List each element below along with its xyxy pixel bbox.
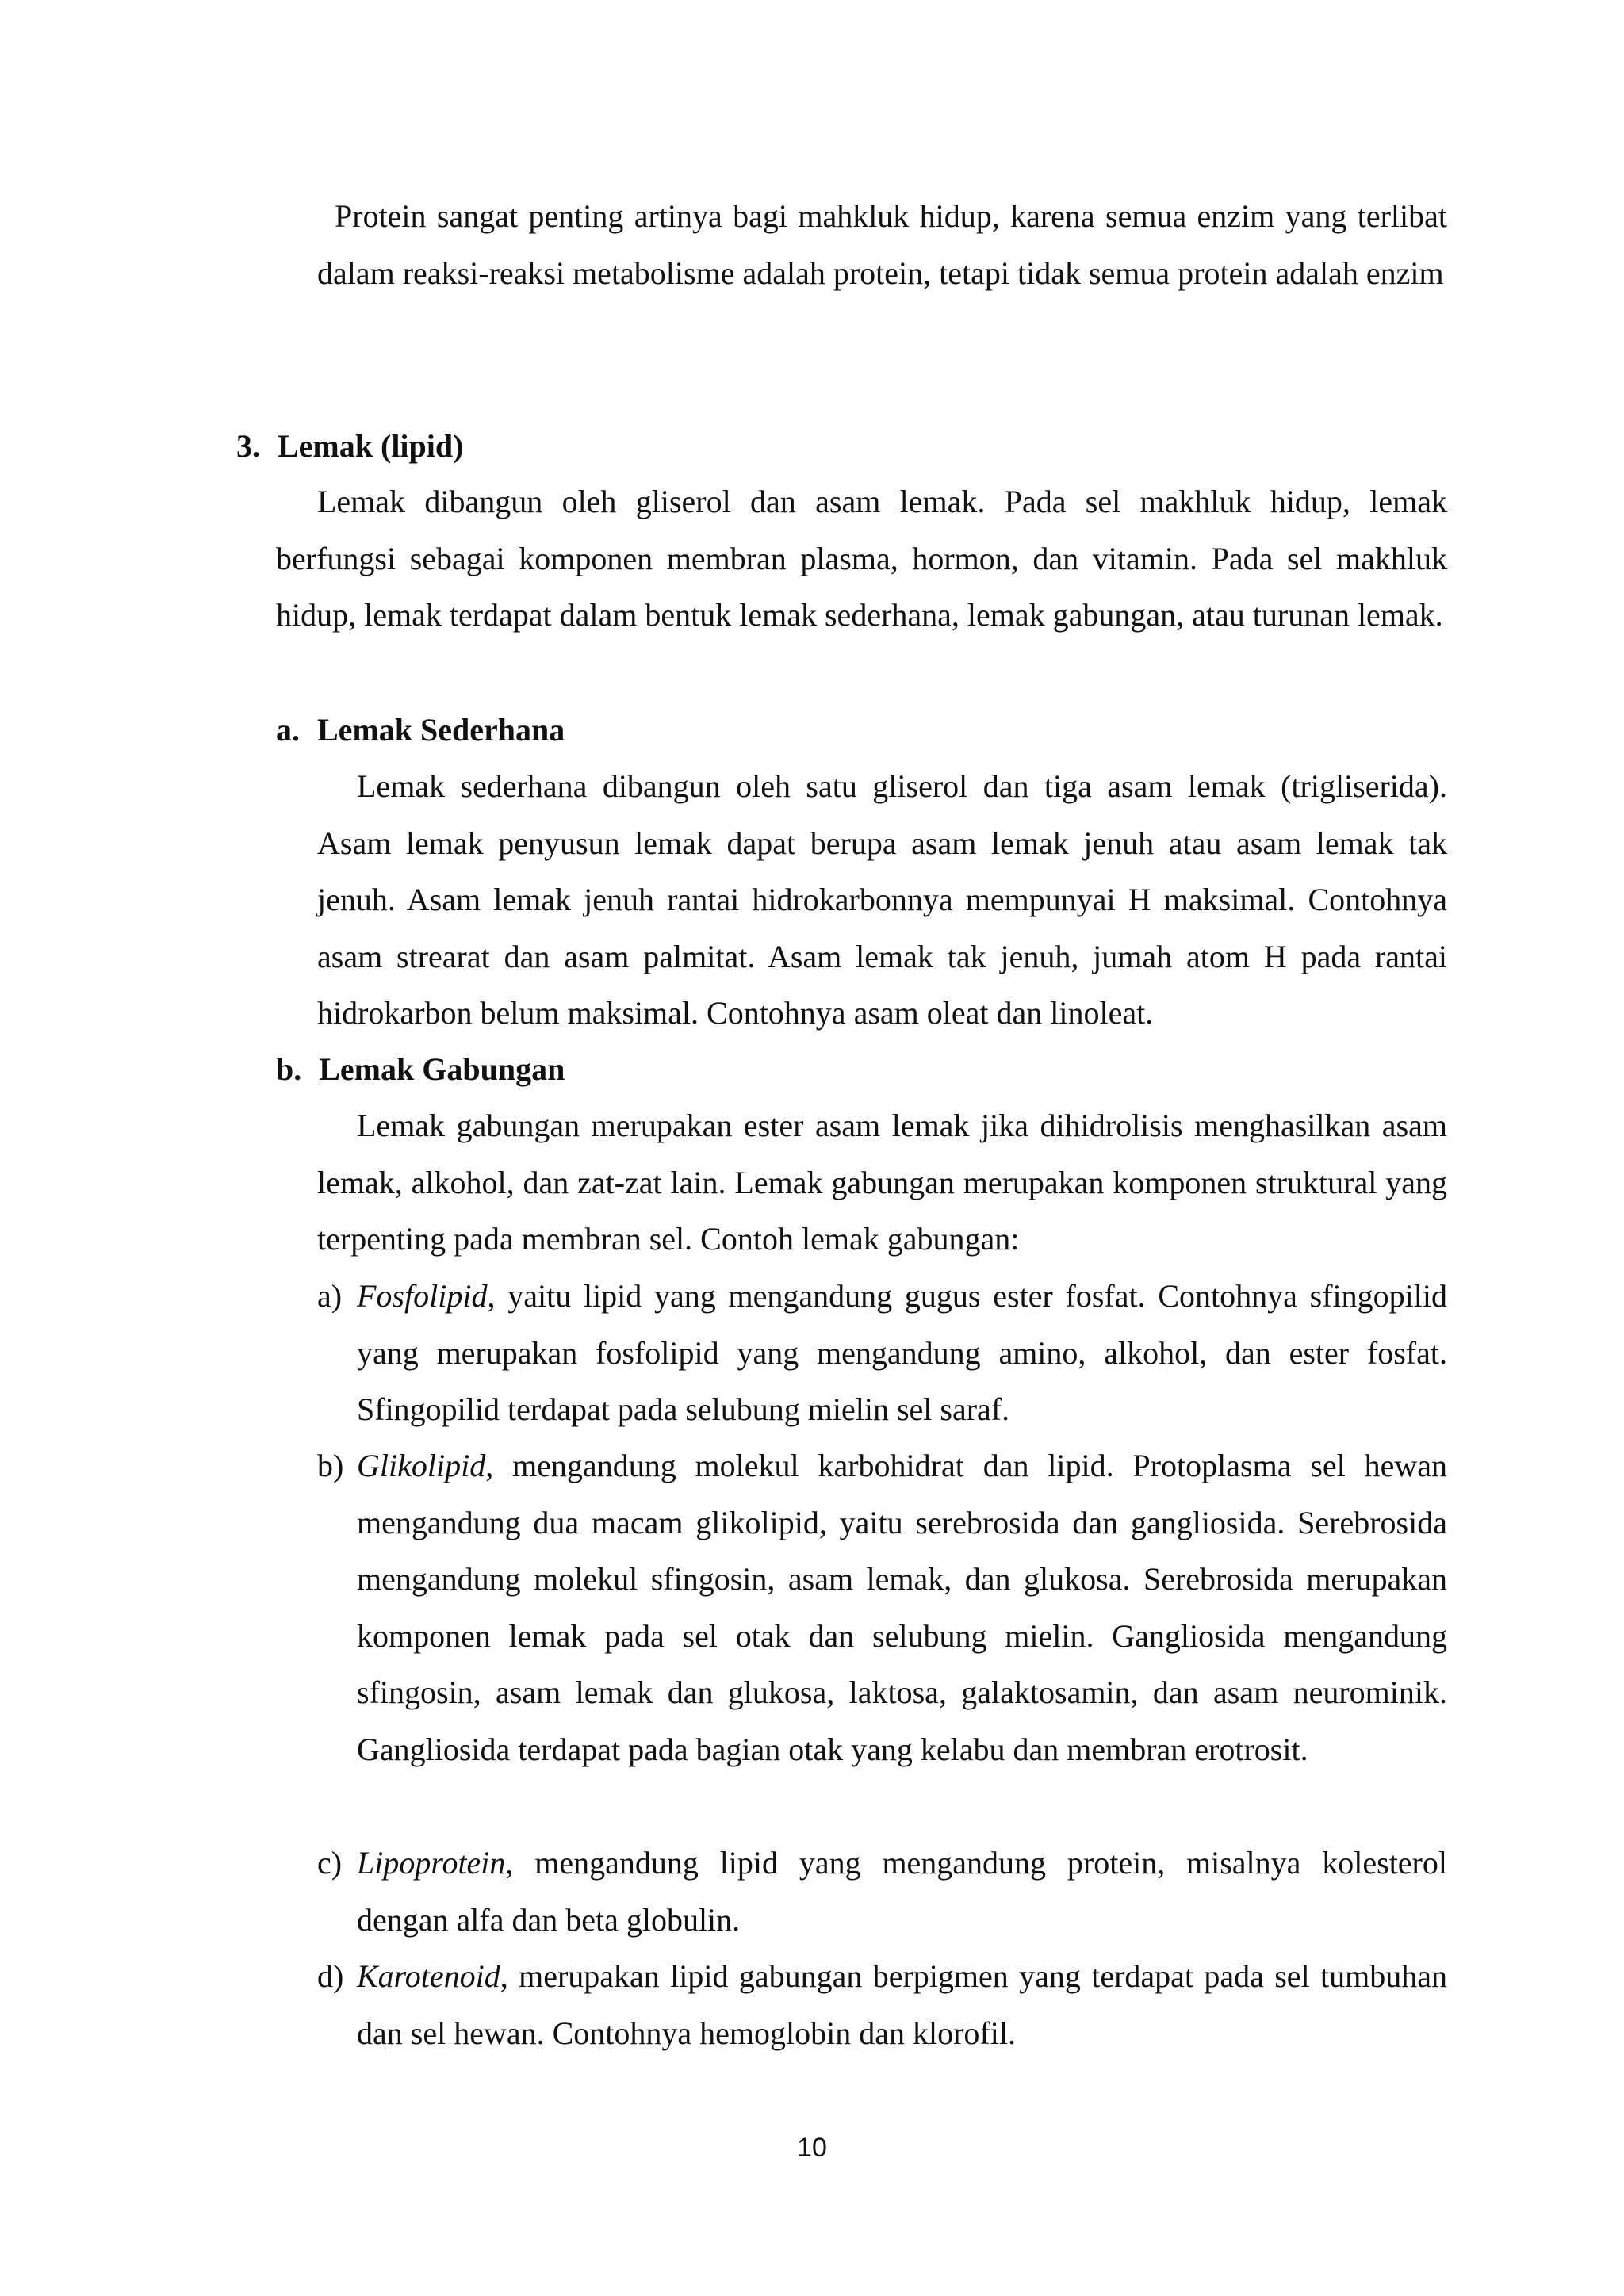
list-item-text: , yaitu lipid yang mengandung gugus ester fosfat. Contohnya sfingopilid yang merupakan fosfolipid yang mengandung amino, alkohol, dan ester fosfat. Sfingopilid terdapat pada selubung mielin sel saraf. [357, 1278, 1447, 1427]
list-item-fosfolipid [317, 1268, 1447, 1438]
list-item-term: Fosfolipid [357, 1278, 488, 1314]
list-item-marker: c) [317, 1845, 343, 1881]
list-item-term: Glikolipid [357, 1448, 486, 1483]
list-item-text: , merupakan lipid gabungan berpigmen yang terdapat pada sel tumbuhan dan sel hewan. Contohnya hemoglobin dan klorofil. [357, 1958, 1447, 2051]
subsection-b-marker: b. [276, 1051, 302, 1087]
list-item-glikolipid [317, 1437, 1447, 1777]
section-3-number: 3. [236, 428, 260, 464]
list-item-text: , mengandung lipid yang mengandung protein, misalnya kolesterol dengan alfa dan beta globulin. [357, 1845, 1447, 1938]
list-item-karotenoid [317, 1948, 1447, 2061]
subsection-a-heading [276, 702, 565, 759]
section-3-heading [236, 418, 463, 475]
list-item-term: Karotenoid [357, 1958, 500, 1994]
list-item-marker: d) [317, 1958, 344, 1994]
subsection-b-title: Lemak Gabungan [319, 1051, 565, 1087]
section-3-title: Lemak (lipid) [278, 428, 464, 464]
subsection-a-marker: a. [276, 712, 300, 748]
list-item-text: , mengandung molekul karbohidrat dan lipid. Protoplasma sel hewan mengandung dua macam glikolipid, yaitu serebrosida dan gangliosida. Serebrosida mengandung molekul sfingosin, asam lemak, dan glukosa. Serebrosida merupakan komponen lemak pada sel otak dan selubung mielin. Gangliosida mengandung sfingosin, asam lemak dan glukosa, laktosa, galaktosamin, dan asam neurominik. Gangliosida terdapat pada bagian otak yang kelabu dan membran erotrosit. [357, 1448, 1447, 1767]
list-item-term: Lipoprotein [357, 1845, 506, 1881]
page-number: 10 [797, 2133, 827, 2163]
intro-paragraph: Protein sangat penting artinya bagi mahkluk hidup, karena semua enzim yang terlibat dalam reaksi-reaksi metabolisme adalah protein, tetapi tidak semua protein adalah enzim [317, 198, 1447, 291]
subsection-a-title: Lemak Sederhana [317, 712, 565, 748]
list-item-marker: b) [317, 1448, 344, 1483]
section-3-paragraph: Lemak dibangun oleh gliserol dan asam lemak. Pada sel makhluk hidup, lemak berfungsi sebagai komponen membran plasma, hormon, dan vitamin. Pada sel makhluk hidup, lemak terdapat dalam bentuk lemak sederhana, lemak gabungan, atau turunan lemak. [276, 484, 1447, 633]
subsection-a-paragraph: Lemak sederhana dibangun oleh satu gliserol dan tiga asam lemak (trigliserida). Asam lemak penyusun lemak dapat berupa asam lemak jenuh atau asam lemak tak jenuh. Asam lemak jenuh rantai hidrokarbonnya mempunyai H maksimal. Contohnya asam strearat dan asam palmitat. Asam lemak tak jenuh, jumah atom H pada rantai hidrokarbon belum maksimal. Contohnya asam oleat dan linoleat. [317, 768, 1447, 1031]
list-item-lipoprotein [317, 1835, 1447, 1948]
list-item-marker: a) [317, 1278, 343, 1314]
subsection-b-heading [276, 1041, 565, 1098]
subsection-b-paragraph: Lemak gabungan merupakan ester asam lemak jika dihidrolisis menghasilkan asam lemak, alkohol, dan zat-zat lain. Lemak gabungan merupakan komponen struktural yang terpenting pada membran sel. Contoh lemak gabungan: [317, 1108, 1447, 1257]
